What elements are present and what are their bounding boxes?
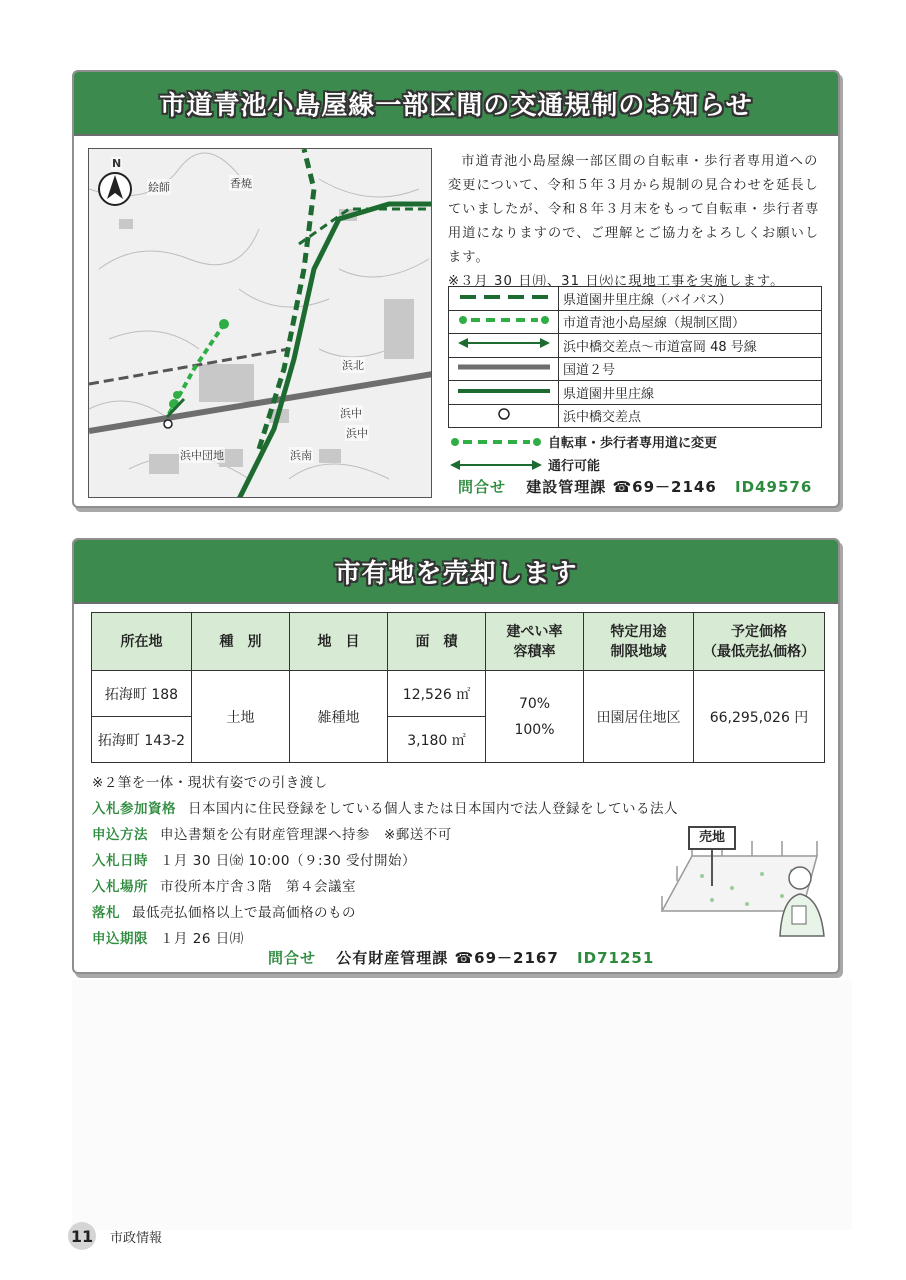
contact-dept: 建設管理課 [526,478,607,496]
land-plot-drawing [652,816,832,946]
legend-extra-label: 自転車・歩行者専用道に変更 [548,436,718,451]
map-label-hamanaka-2: 浜中 [346,427,368,440]
header-category: 地 目 [290,613,388,671]
map-north-label: N [112,157,122,170]
header-type: 種 別 [192,613,290,671]
legend-label: 県道園井里庄線（バイパス） [559,287,822,311]
info-value: １月 26 日㈪ [160,931,244,947]
traffic-contact [458,476,812,497]
cell-far-value: 100% [514,721,555,738]
header-area: 面 積 [388,613,486,671]
info-key: 入札場所 [92,879,148,895]
page-number: 11 [68,1222,96,1250]
contact-id: ID49576 [735,478,813,496]
header-price-line1: 予定価格 [731,623,787,640]
table-row [92,671,825,717]
header-zone-line1: 特定用途 [610,623,667,640]
map-label-hamanaka: 浜中 [340,407,362,420]
map-label-hamaminami: 浜南 [290,449,312,462]
traffic-notice-card [72,70,840,508]
cell-price: 66,295,026 円 [694,671,825,763]
notice-construction-note: ※３月 30 日㈪、31 日㈫に現地工事を実施します。 [448,274,785,289]
contact-tel: ☎69－2146 [612,478,717,496]
area-map [88,148,432,498]
cell-coverage [486,671,584,763]
contact-id: ID71251 [577,949,655,967]
cell-area: 3,180 ㎡ [388,717,486,763]
for-sale-sign: 売地 [688,826,736,850]
info-row-award [92,901,356,921]
map-label-eshi: 絵師 [148,181,170,194]
solid-green-line-icon [449,381,559,405]
circle-icon [449,404,559,428]
info-key: 入札参加資格 [92,801,176,817]
legend-extra-cycle [450,432,717,451]
header-coverage-line2: 容積率 [513,643,556,660]
land-table [91,612,825,763]
header-zone [584,613,694,671]
legend-row [449,404,822,428]
cell-location: 拓海町 188 [92,671,192,717]
info-value: 最低売払価格以上で最高価格のもの [132,905,356,921]
info-key: 落札 [92,905,120,921]
cell-coverage-value: 70% [518,695,551,712]
map-label-hamanaka-danchi: 浜中団地 [180,449,224,462]
cell-zone: 田園居住地区 [584,671,694,763]
legend-label: 市道青池小島屋線（規制区間） [559,310,822,334]
traffic-notice-title: 市道青池小島屋線一部区間の交通規制のお知らせ [159,90,753,121]
map-drawing [89,149,432,498]
info-key: 申込期限 [92,931,148,947]
land-sale-illustration [652,816,832,946]
legend-row [449,287,822,311]
dot-dashed-green-line-icon [450,437,542,447]
map-label-koyaki: 香焼 [230,177,252,190]
contact-label: 問合せ [458,478,507,496]
dot-dashed-green-line-icon [449,310,559,334]
notice-text [448,150,826,294]
info-value: １月 30 日㈮ 10:00（９:30 受付開始） [160,853,416,869]
header-coverage-line1: 建ぺい率 [506,623,563,640]
section-label: 市政情報 [110,1231,163,1246]
legend-label: 県道園井里庄線 [559,381,822,405]
info-value: 日本国内に住民登録をしている個人または日本国内で法人登録をしている法人 [188,801,678,817]
contact-label: 問合せ [268,949,317,967]
header-location: 所在地 [92,613,192,671]
header-price [694,613,825,671]
cell-type: 土地 [192,671,290,763]
info-row-datetime [92,849,416,869]
header-price-line2: （最低売払価格） [703,643,815,660]
legend-label: 国道２号 [559,357,822,381]
land-sale-title: 市有地を売却します [334,558,578,589]
contact-dept: 公有財産管理課 [336,949,449,967]
cell-category: 雑種地 [290,671,388,763]
info-value: 申込書類を公有財産管理課へ持参 ※郵送不可 [160,827,452,843]
info-row-deadline [92,927,244,947]
cell-location: 拓海町 143-2 [92,717,192,763]
legend-extra-passable [450,455,600,474]
header-zone-line2: 制限地域 [610,643,667,660]
land-sale-card [72,538,840,974]
legend-label: 浜中橋交差点～市道富岡 48 号線 [559,334,822,358]
legend-label: 浜中橋交差点 [559,404,822,428]
dashed-dark-green-line-icon [449,287,559,311]
double-arrow-icon [449,334,559,358]
contact-tel: ☎69－2167 [454,949,559,967]
traffic-notice-header [74,72,838,136]
legend-extra-label: 通行可能 [548,459,601,474]
info-row-method [92,823,452,843]
table-header-row [92,613,825,671]
land-sale-header [74,540,838,604]
land-contact [268,947,654,968]
notice-body: 市道青池小島屋線一部区間の自転車・歩行者専用道への変更について、令和５年３月から規制の見合わせを延長していましたが、令和８年３月末をもって自転車・歩行者専用道になりますので、ご理解とご協力をよろしくお願いします。 [448,154,820,265]
map-legend [448,286,822,428]
page-margin-shade [72,980,852,1230]
info-key: 申込方法 [92,827,148,843]
map-label-hamakita: 浜北 [342,359,364,372]
legend-row [449,310,822,334]
info-row-eligibility [92,797,678,817]
info-key: 入札日時 [92,853,148,869]
gray-line-icon [449,357,559,381]
cell-area: 12,526 ㎡ [388,671,486,717]
legend-row [449,381,822,405]
double-arrow-icon [450,459,542,471]
header-coverage [486,613,584,671]
legend-row [449,334,822,358]
transfer-note: ※２筆を一体・現状有姿での引き渡し [92,775,328,791]
info-row-place [92,875,356,895]
legend-row [449,357,822,381]
info-value: 市役所本庁舎３階 第４会議室 [160,879,356,895]
